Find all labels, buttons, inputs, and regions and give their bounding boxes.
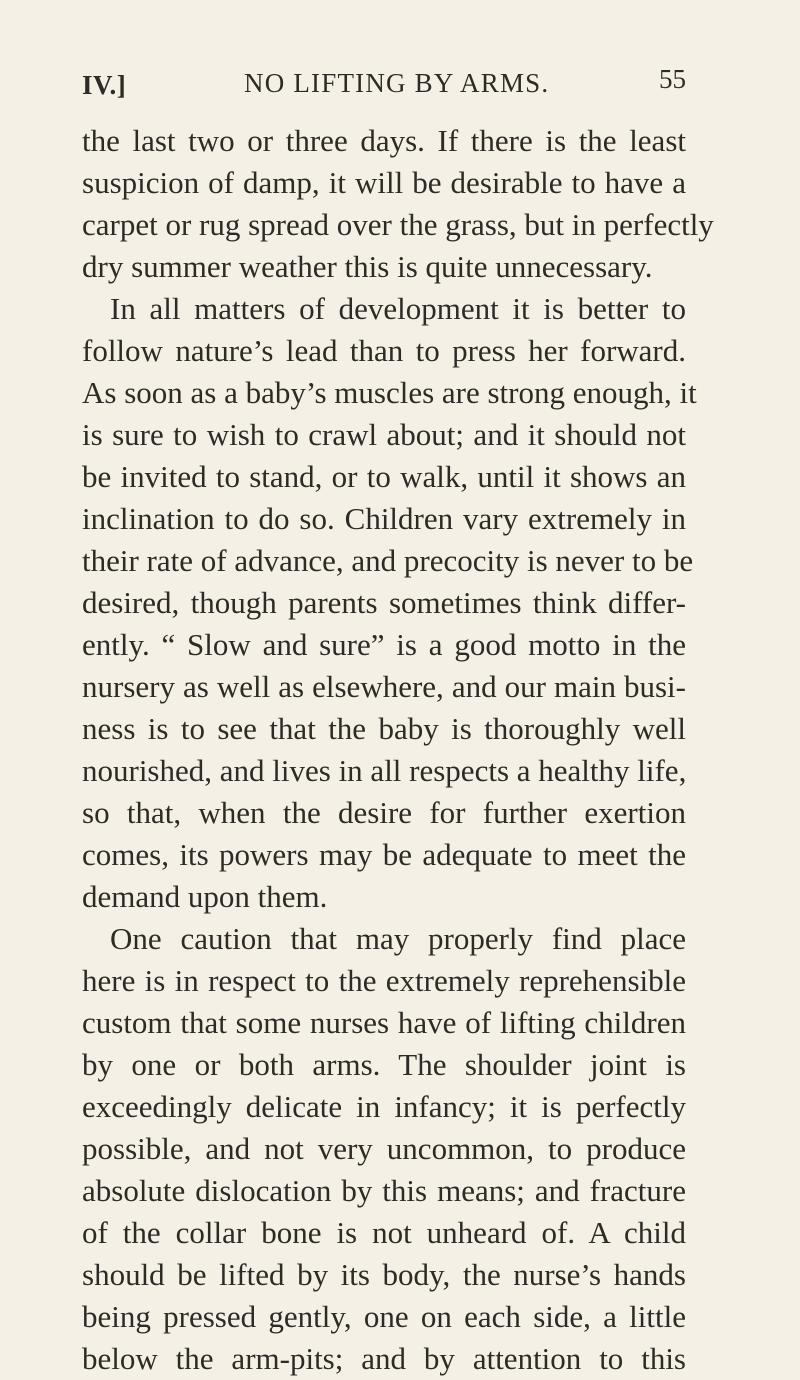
text-line: here is in respect to the extremely reprehensible (82, 963, 686, 998)
text-line: carpet or rug spread over the grass, but in perfectly (82, 207, 714, 242)
text-line: inclination to do so. Children vary extremely in (82, 501, 686, 536)
text-line: As soon as a baby’s muscles are strong enough, it (82, 375, 697, 410)
text-line: be invited to stand, or to walk, until it shows an (82, 459, 686, 494)
text-line: ness is to see that the baby is thoroughly well (82, 711, 686, 746)
text-line: exceedingly delicate in infancy; it is perfectly (82, 1089, 686, 1124)
text-line: nursery as well as elsewhere, and our main busi- (82, 669, 686, 704)
text-line: the last two or three days. If there is the least (82, 123, 686, 158)
text-line: being pressed gently, one on each side, a little (82, 1299, 686, 1334)
text-line: below the arm-pits; and by attention to this (82, 1341, 686, 1376)
text-line: desired, though parents sometimes think differ- (82, 585, 686, 620)
text-line: follow nature’s lead than to press her forward. (82, 333, 686, 368)
text-line: ently. “ Slow and sure” is a good motto in the (82, 627, 686, 662)
text-line: nourished, and lives in all respects a healthy life, (82, 753, 687, 788)
body-text (82, 120, 714, 1380)
text-line: One caution that may properly find place (110, 921, 686, 956)
text-line: dry summer weather this is quite unnecessary. (82, 249, 653, 284)
text-line: should be lifted by its body, the nurse’s hands (82, 1257, 686, 1292)
text-line: of the collar bone is not unheard of. A child (82, 1215, 686, 1250)
page-number: 55 (659, 64, 686, 94)
text-line: is sure to wish to crawl about; and it should not (82, 417, 686, 452)
text-line: so that, when the desire for further exertion (82, 795, 686, 830)
text-line: suspicion of damp, it will be desirable to have a (82, 165, 686, 200)
text-line: custom that some nurses have of lifting children (82, 1005, 686, 1040)
text-line: demand upon them. (82, 879, 328, 914)
running-title: NO LIFTING BY ARMS. (244, 68, 550, 98)
text-line: by one or both arms. The shoulder joint is (82, 1047, 686, 1082)
chapter-number: IV.] (82, 70, 127, 100)
text-line: possible, and not very uncommon, to produce (82, 1131, 686, 1166)
text-line: their rate of advance, and precocity is never to be (82, 543, 694, 578)
running-head (82, 64, 686, 104)
text-line: absolute dislocation by this means; and fracture (82, 1173, 686, 1208)
text-line: In all matters of development it is better to (110, 291, 686, 326)
text-line: comes, its powers may be adequate to meet the (82, 837, 686, 872)
